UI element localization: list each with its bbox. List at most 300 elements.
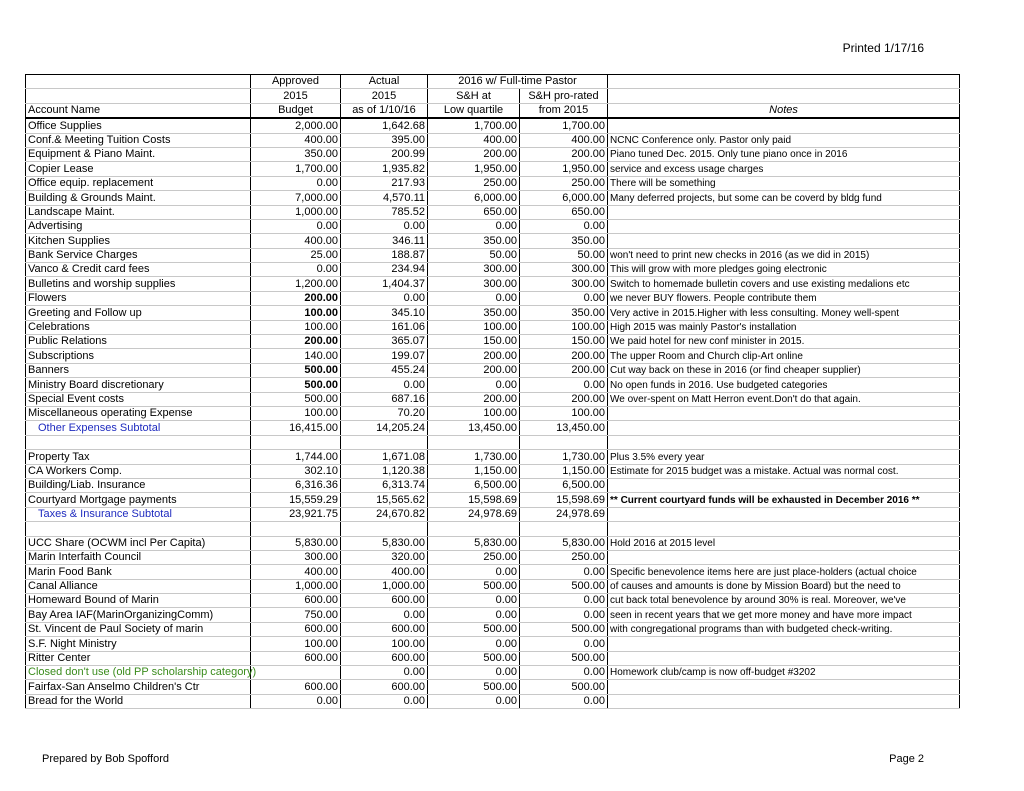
actual-cell: 161.06 xyxy=(341,320,428,334)
prorated-cell: 0.00 xyxy=(520,594,608,608)
prorated-cell: 0.00 xyxy=(520,666,608,680)
table-row xyxy=(26,579,960,593)
budget-cell: 0.00 xyxy=(251,263,341,277)
low-quartile-cell: 250.00 xyxy=(428,176,520,190)
low-quartile-cell: 6,000.00 xyxy=(428,191,520,205)
header-cell xyxy=(608,89,960,103)
page-number: Page 2 xyxy=(889,753,924,765)
notes-cell xyxy=(608,219,960,233)
header-year-actual: 2015 xyxy=(341,89,428,103)
budget-cell: 300.00 xyxy=(251,550,341,564)
low-quartile-cell: 650.00 xyxy=(428,205,520,219)
account-name-cell: Landscape Maint. xyxy=(26,205,251,219)
low-quartile-cell: 300.00 xyxy=(428,263,520,277)
header-approved: Approved xyxy=(251,75,341,89)
low-quartile-cell: 50.00 xyxy=(428,248,520,262)
prorated-cell: 0.00 xyxy=(520,608,608,622)
budget-cell: 23,921.75 xyxy=(251,507,341,521)
prorated-cell: 500.00 xyxy=(520,651,608,665)
low-quartile-cell: 0.00 xyxy=(428,291,520,305)
table-row xyxy=(26,176,960,190)
actual-cell xyxy=(341,522,428,536)
actual-cell: 199.07 xyxy=(341,349,428,363)
actual-cell: 365.07 xyxy=(341,335,428,349)
prorated-cell: 0.00 xyxy=(520,637,608,651)
prorated-cell: 100.00 xyxy=(520,406,608,420)
table-row xyxy=(26,680,960,694)
budget-cell: 100.00 xyxy=(251,320,341,334)
actual-cell: 5,830.00 xyxy=(341,536,428,550)
table-row xyxy=(26,378,960,392)
account-name-cell: Subscriptions xyxy=(26,349,251,363)
actual-cell: 346.11 xyxy=(341,234,428,248)
low-quartile-cell: 200.00 xyxy=(428,363,520,377)
actual-cell: 0.00 xyxy=(341,666,428,680)
prorated-cell: 300.00 xyxy=(520,277,608,291)
actual-cell: 345.10 xyxy=(341,306,428,320)
notes-cell: This will grow with more pledges going electronic xyxy=(608,263,960,277)
budget-cell: 1,000.00 xyxy=(251,205,341,219)
budget-cell: 2,000.00 xyxy=(251,118,341,133)
account-name-cell: Building/Liab. Insurance xyxy=(26,478,251,492)
notes-cell xyxy=(608,550,960,564)
notes-cell: Plus 3.5% every year xyxy=(608,450,960,464)
notes-cell: ** Current courtyard funds will be exhausted in December 2016 ** xyxy=(608,493,960,507)
budget-cell: 500.00 xyxy=(251,392,341,406)
budget-cell: 400.00 xyxy=(251,133,341,147)
account-name-cell: Miscellaneous operating Expense xyxy=(26,406,251,420)
printed-date: Printed 1/17/16 xyxy=(842,41,924,55)
prorated-cell: 0.00 xyxy=(520,694,608,708)
notes-cell: Very active in 2015.Higher with less consulting. Money well-spent xyxy=(608,306,960,320)
actual-cell: 100.00 xyxy=(341,637,428,651)
actual-cell: 0.00 xyxy=(341,608,428,622)
budget-cell: 600.00 xyxy=(251,680,341,694)
low-quartile-cell: 100.00 xyxy=(428,406,520,420)
table-row xyxy=(26,335,960,349)
account-name-cell xyxy=(26,435,251,449)
low-quartile-cell: 300.00 xyxy=(428,277,520,291)
notes-cell: with congregational programs than with budgeted check-writing. xyxy=(608,622,960,636)
actual-cell: 1,642.68 xyxy=(341,118,428,133)
account-name-cell: Public Relations xyxy=(26,335,251,349)
account-name-cell: St. Vincent de Paul Society of marin xyxy=(26,622,251,636)
budget-cell: 500.00 xyxy=(251,363,341,377)
actual-cell: 395.00 xyxy=(341,133,428,147)
table-row xyxy=(26,666,960,680)
actual-cell: 24,670.82 xyxy=(341,507,428,521)
actual-cell: 600.00 xyxy=(341,622,428,636)
low-quartile-cell: 0.00 xyxy=(428,666,520,680)
budget-cell xyxy=(251,435,341,449)
prorated-cell: 500.00 xyxy=(520,622,608,636)
actual-cell: 0.00 xyxy=(341,219,428,233)
table-row xyxy=(26,464,960,478)
table-row xyxy=(26,450,960,464)
account-name-cell: Bay Area IAF(MarinOrganizingComm) xyxy=(26,608,251,622)
table-row xyxy=(26,205,960,219)
actual-cell: 200.99 xyxy=(341,147,428,161)
table-row xyxy=(26,637,960,651)
table-row xyxy=(26,493,960,507)
prorated-cell: 350.00 xyxy=(520,234,608,248)
notes-cell: The upper Room and Church clip-Art online xyxy=(608,349,960,363)
notes-cell xyxy=(608,651,960,665)
prorated-cell: 13,450.00 xyxy=(520,421,608,435)
account-name-cell: Kitchen Supplies xyxy=(26,234,251,248)
header-cell xyxy=(26,75,251,89)
table-row xyxy=(26,651,960,665)
subtotal-row xyxy=(26,507,960,521)
notes-cell: Estimate for 2015 budget was a mistake. Actual was normal cost. xyxy=(608,464,960,478)
account-name-cell: Banners xyxy=(26,363,251,377)
low-quartile-cell: 1,950.00 xyxy=(428,162,520,176)
table-row xyxy=(26,363,960,377)
account-name-cell: Closed don't use (old PP scholarship category) xyxy=(26,666,251,680)
table-row xyxy=(26,291,960,305)
low-quartile-cell: 0.00 xyxy=(428,565,520,579)
table-row xyxy=(26,550,960,564)
notes-cell: No open funds in 2016. Use budgeted categories xyxy=(608,378,960,392)
budget-table xyxy=(25,74,960,709)
notes-cell: Many deferred projects, but some can be coverd by bldg fund xyxy=(608,191,960,205)
actual-cell: 0.00 xyxy=(341,378,428,392)
actual-cell: 234.94 xyxy=(341,263,428,277)
budget-cell: 1,700.00 xyxy=(251,162,341,176)
notes-cell: won't need to print new checks in 2016 (as we did in 2015) xyxy=(608,248,960,262)
header-sh-at: S&H at xyxy=(428,89,520,103)
header-budget: Budget xyxy=(251,103,341,118)
prorated-cell: 0.00 xyxy=(520,291,608,305)
prorated-cell: 24,978.69 xyxy=(520,507,608,521)
account-name-cell: Canal Alliance xyxy=(26,579,251,593)
prorated-cell: 250.00 xyxy=(520,550,608,564)
prorated-cell: 200.00 xyxy=(520,147,608,161)
prorated-cell: 500.00 xyxy=(520,680,608,694)
budget-cell: 1,000.00 xyxy=(251,579,341,593)
prorated-cell: 150.00 xyxy=(520,335,608,349)
notes-cell: Piano tuned Dec. 2015. Only tune piano once in 2016 xyxy=(608,147,960,161)
low-quartile-cell: 6,500.00 xyxy=(428,478,520,492)
account-name-cell: Conf.& Meeting Tuition Costs xyxy=(26,133,251,147)
budget-cell: 1,744.00 xyxy=(251,450,341,464)
low-quartile-cell: 13,450.00 xyxy=(428,421,520,435)
notes-cell xyxy=(608,522,960,536)
account-name-cell: Property Tax xyxy=(26,450,251,464)
table-row xyxy=(26,536,960,550)
low-quartile-cell: 24,978.69 xyxy=(428,507,520,521)
account-name-cell: Other Expenses Subtotal xyxy=(26,421,251,435)
low-quartile-cell: 0.00 xyxy=(428,694,520,708)
budget-cell: 100.00 xyxy=(251,406,341,420)
low-quartile-cell: 200.00 xyxy=(428,147,520,161)
actual-cell: 687.16 xyxy=(341,392,428,406)
budget-cell: 400.00 xyxy=(251,565,341,579)
actual-cell: 1,404.37 xyxy=(341,277,428,291)
low-quartile-cell: 100.00 xyxy=(428,320,520,334)
prorated-cell: 300.00 xyxy=(520,263,608,277)
prorated-cell: 1,950.00 xyxy=(520,162,608,176)
actual-cell: 400.00 xyxy=(341,565,428,579)
account-name-cell: Courtyard Mortgage payments xyxy=(26,493,251,507)
notes-cell: High 2015 was mainly Pastor's installation xyxy=(608,320,960,334)
notes-cell: we never BUY flowers. People contribute them xyxy=(608,291,960,305)
prepared-by: Prepared by Bob Spofford xyxy=(42,753,169,765)
table-row xyxy=(26,263,960,277)
prorated-cell xyxy=(520,522,608,536)
actual-cell: 70.20 xyxy=(341,406,428,420)
notes-cell: NCNC Conference only. Pastor only paid xyxy=(608,133,960,147)
notes-cell: Homework club/camp is now off-budget #3202 xyxy=(608,666,960,680)
actual-cell: 1,000.00 xyxy=(341,579,428,593)
header-row-2 xyxy=(26,89,960,103)
table-row xyxy=(26,392,960,406)
header-cell xyxy=(26,89,251,103)
notes-cell: of causes and amounts is done by Mission Board) but the need to xyxy=(608,579,960,593)
notes-cell: service and excess usage charges xyxy=(608,162,960,176)
low-quartile-cell: 500.00 xyxy=(428,680,520,694)
table-row xyxy=(26,248,960,262)
notes-cell: Cut way back on these in 2016 (or find cheaper supplier) xyxy=(608,363,960,377)
low-quartile-cell: 500.00 xyxy=(428,579,520,593)
actual-cell: 320.00 xyxy=(341,550,428,564)
low-quartile-cell: 0.00 xyxy=(428,637,520,651)
actual-cell: 600.00 xyxy=(341,594,428,608)
notes-cell: Switch to homemade bulletin covers and use existing medalions etc xyxy=(608,277,960,291)
notes-cell: We over-spent on Matt Herron event.Don't do that again. xyxy=(608,392,960,406)
header-cell xyxy=(608,75,960,89)
header-year-budget: 2015 xyxy=(251,89,341,103)
prorated-cell: 350.00 xyxy=(520,306,608,320)
table-row xyxy=(26,306,960,320)
prorated-cell: 15,598.69 xyxy=(520,493,608,507)
prorated-cell: 0.00 xyxy=(520,219,608,233)
table-row xyxy=(26,522,960,536)
table-row xyxy=(26,694,960,708)
actual-cell: 6,313.74 xyxy=(341,478,428,492)
low-quartile-cell: 1,730.00 xyxy=(428,450,520,464)
table-row xyxy=(26,320,960,334)
actual-cell: 4,570.11 xyxy=(341,191,428,205)
budget-cell: 16,415.00 xyxy=(251,421,341,435)
budget-cell: 400.00 xyxy=(251,234,341,248)
prorated-cell: 0.00 xyxy=(520,378,608,392)
budget-cell xyxy=(251,666,341,680)
account-name-cell: CA Workers Comp. xyxy=(26,464,251,478)
budget-cell xyxy=(251,522,341,536)
prorated-cell: 250.00 xyxy=(520,176,608,190)
table-row xyxy=(26,608,960,622)
account-name-cell: Homeward Bound of Marin xyxy=(26,594,251,608)
low-quartile-cell: 400.00 xyxy=(428,133,520,147)
table-row xyxy=(26,594,960,608)
notes-cell xyxy=(608,680,960,694)
table-row xyxy=(26,622,960,636)
actual-cell xyxy=(341,435,428,449)
budget-cell: 25.00 xyxy=(251,248,341,262)
low-quartile-cell: 0.00 xyxy=(428,378,520,392)
budget-cell: 350.00 xyxy=(251,147,341,161)
budget-cell: 100.00 xyxy=(251,306,341,320)
budget-cell: 1,200.00 xyxy=(251,277,341,291)
table-row xyxy=(26,162,960,176)
account-name-cell xyxy=(26,522,251,536)
account-name-cell: UCC Share (OCWM incl Per Capita) xyxy=(26,536,251,550)
prorated-cell: 1,150.00 xyxy=(520,464,608,478)
low-quartile-cell: 500.00 xyxy=(428,651,520,665)
budget-cell: 6,316.36 xyxy=(251,478,341,492)
low-quartile-cell xyxy=(428,435,520,449)
table-row xyxy=(26,234,960,248)
notes-cell: There will be something xyxy=(608,176,960,190)
header-as-of: as of 1/10/16 xyxy=(341,103,428,118)
table-row xyxy=(26,219,960,233)
notes-cell xyxy=(608,421,960,435)
prorated-cell: 50.00 xyxy=(520,248,608,262)
account-name-cell: Equipment & Piano Maint. xyxy=(26,147,251,161)
low-quartile-cell: 5,830.00 xyxy=(428,536,520,550)
header-account-name: Account Name xyxy=(26,103,251,118)
actual-cell: 785.52 xyxy=(341,205,428,219)
header-2016: 2016 w/ Full-time Pastor xyxy=(428,75,608,89)
account-name-cell: Ritter Center xyxy=(26,651,251,665)
low-quartile-cell: 250.00 xyxy=(428,550,520,564)
budget-cell: 5,830.00 xyxy=(251,536,341,550)
notes-cell: cut back total benevolence by around 30% is real. Moreover, we've xyxy=(608,594,960,608)
budget-cell: 500.00 xyxy=(251,378,341,392)
table-row xyxy=(26,118,960,133)
budget-cell: 140.00 xyxy=(251,349,341,363)
notes-cell xyxy=(608,435,960,449)
low-quartile-cell: 150.00 xyxy=(428,335,520,349)
budget-cell: 0.00 xyxy=(251,219,341,233)
notes-cell xyxy=(608,507,960,521)
account-name-cell: Celebrations xyxy=(26,320,251,334)
table-row xyxy=(26,435,960,449)
actual-cell: 14,205.24 xyxy=(341,421,428,435)
actual-cell: 1,935.82 xyxy=(341,162,428,176)
account-name-cell: Building & Grounds Maint. xyxy=(26,191,251,205)
header-row-3 xyxy=(26,103,960,118)
actual-cell: 600.00 xyxy=(341,680,428,694)
table-row xyxy=(26,349,960,363)
notes-cell xyxy=(608,478,960,492)
header-actual: Actual xyxy=(341,75,428,89)
low-quartile-cell xyxy=(428,522,520,536)
account-name-cell: Ministry Board discretionary xyxy=(26,378,251,392)
actual-cell: 0.00 xyxy=(341,291,428,305)
actual-cell: 455.24 xyxy=(341,363,428,377)
prorated-cell: 200.00 xyxy=(520,349,608,363)
prorated-cell xyxy=(520,435,608,449)
low-quartile-cell: 1,700.00 xyxy=(428,118,520,133)
prorated-cell: 0.00 xyxy=(520,565,608,579)
account-name-cell: Special Event costs xyxy=(26,392,251,406)
low-quartile-cell: 500.00 xyxy=(428,622,520,636)
prorated-cell: 1,730.00 xyxy=(520,450,608,464)
prorated-cell: 100.00 xyxy=(520,320,608,334)
account-name-cell: Marin Food Bank xyxy=(26,565,251,579)
budget-cell: 0.00 xyxy=(251,176,341,190)
notes-cell xyxy=(608,637,960,651)
notes-cell xyxy=(608,234,960,248)
table-row xyxy=(26,133,960,147)
account-name-cell: Fairfax-San Anselmo Children's Ctr xyxy=(26,680,251,694)
low-quartile-cell: 15,598.69 xyxy=(428,493,520,507)
budget-cell: 200.00 xyxy=(251,291,341,305)
notes-cell xyxy=(608,406,960,420)
actual-cell: 188.87 xyxy=(341,248,428,262)
account-name-cell: S.F. Night Ministry xyxy=(26,637,251,651)
prorated-cell: 6,500.00 xyxy=(520,478,608,492)
budget-cell: 750.00 xyxy=(251,608,341,622)
actual-cell: 0.00 xyxy=(341,694,428,708)
low-quartile-cell: 0.00 xyxy=(428,594,520,608)
account-name-cell: Advertising xyxy=(26,219,251,233)
budget-cell: 15,559.29 xyxy=(251,493,341,507)
account-name-cell: Vanco & Credit card fees xyxy=(26,263,251,277)
notes-cell: Specific benevolence items here are just place-holders (actual choice xyxy=(608,565,960,579)
budget-cell: 0.00 xyxy=(251,694,341,708)
prorated-cell: 400.00 xyxy=(520,133,608,147)
account-name-cell: Flowers xyxy=(26,291,251,305)
budget-cell: 600.00 xyxy=(251,651,341,665)
prorated-cell: 5,830.00 xyxy=(520,536,608,550)
notes-cell: seen in recent years that we get more money and have more impact xyxy=(608,608,960,622)
table-row xyxy=(26,478,960,492)
header-from-2015: from 2015 xyxy=(520,103,608,118)
table-row xyxy=(26,147,960,161)
low-quartile-cell: 0.00 xyxy=(428,219,520,233)
prorated-cell: 1,700.00 xyxy=(520,118,608,133)
account-name-cell: Bank Service Charges xyxy=(26,248,251,262)
table-row xyxy=(26,191,960,205)
actual-cell: 600.00 xyxy=(341,651,428,665)
table-row xyxy=(26,406,960,420)
budget-cell: 200.00 xyxy=(251,335,341,349)
budget-cell: 7,000.00 xyxy=(251,191,341,205)
prorated-cell: 650.00 xyxy=(520,205,608,219)
low-quartile-cell: 0.00 xyxy=(428,608,520,622)
low-quartile-cell: 350.00 xyxy=(428,234,520,248)
actual-cell: 1,120.38 xyxy=(341,464,428,478)
budget-cell: 100.00 xyxy=(251,637,341,651)
table-row xyxy=(26,277,960,291)
actual-cell: 217.93 xyxy=(341,176,428,190)
account-name-cell: Marin Interfaith Council xyxy=(26,550,251,564)
table-row xyxy=(26,565,960,579)
subtotal-row xyxy=(26,421,960,435)
account-name-cell: Office equip. replacement xyxy=(26,176,251,190)
low-quartile-cell: 350.00 xyxy=(428,306,520,320)
notes-cell xyxy=(608,118,960,133)
header-sh-prorated: S&H pro-rated xyxy=(520,89,608,103)
account-name-cell: Copier Lease xyxy=(26,162,251,176)
header-row-1 xyxy=(26,75,960,89)
account-name-cell: Bulletins and worship supplies xyxy=(26,277,251,291)
header-notes: Notes xyxy=(608,103,960,118)
account-name-cell: Taxes & Insurance Subtotal xyxy=(26,507,251,521)
notes-cell xyxy=(608,694,960,708)
prorated-cell: 200.00 xyxy=(520,392,608,406)
prorated-cell: 500.00 xyxy=(520,579,608,593)
account-name-cell: Bread for the World xyxy=(26,694,251,708)
budget-cell: 600.00 xyxy=(251,594,341,608)
notes-cell: We paid hotel for new conf minister in 2015. xyxy=(608,335,960,349)
account-name-cell: Office Supplies xyxy=(26,118,251,133)
low-quartile-cell: 200.00 xyxy=(428,349,520,363)
notes-cell xyxy=(608,205,960,219)
